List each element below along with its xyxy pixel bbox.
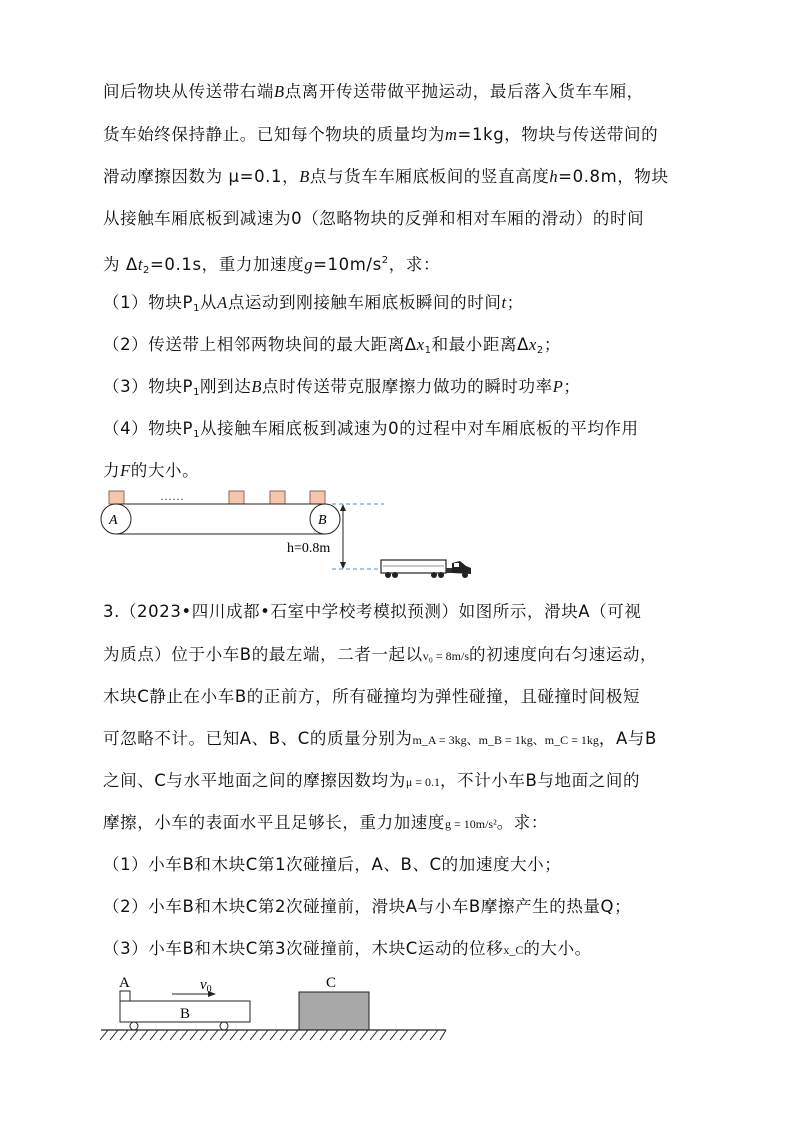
belt-box-4 (310, 491, 325, 504)
q3-line-2: 木块C静止在小车B的正前方，所有碰撞均为弹性碰撞，且碰撞时间极短 (103, 687, 641, 706)
q2-line-4: 从接触车厢底板到减速为0（忽略物块的反弹和相对车厢的滑动）的时间 (103, 209, 645, 228)
height-label: h=0.8m (287, 541, 331, 556)
q3-line-1: 为质点）位于小车B的最左端，二者一起以v₀ = 8m/s的初速度向右匀速运动， (103, 645, 658, 664)
q3-item-1: （1）小车B和木块C第1次碰撞后，A、B、C的加速度大小； (103, 855, 562, 874)
label-slider-a: A (119, 975, 130, 991)
q2-line-1: 间后物块从传送带右端B点离开传送带做平抛运动，最后落入货车车厢， (103, 82, 644, 101)
q2-item-3: （3）物块$P_1$刚到达B点时传送带克服摩擦力做功的瞬时功率P； (103, 377, 581, 398)
truck-icon (381, 560, 471, 578)
q3-line-3: 可忽略不计。已知A、B、C的质量分别为m_A = 3kg、m_B = 1kg、m_C = 1kg，A与B (103, 729, 657, 748)
belt-box-1 (109, 491, 124, 504)
conveyor-figure (94, 486, 484, 586)
q2-item-2: （2）传送带上相邻两物块间的最大距离$\Delta x_1$和最小距离$\Delta x_2$； (103, 335, 561, 356)
belt-box-3 (270, 491, 285, 504)
slider-a (120, 991, 130, 1001)
ground-hatching (100, 1030, 446, 1040)
cart-wheel-left (130, 1022, 138, 1030)
belt-box-2 (229, 491, 244, 504)
label-cart-b: B (180, 1006, 191, 1022)
block-c (299, 992, 369, 1030)
q2-line-2: 货车始终保持静止。已知每个物块的质量均为m=1kg，物块与传送带间的 (103, 125, 659, 144)
cart-wheel-right (220, 1022, 228, 1030)
q2-item-4: （4）物块$P_1$从接触车厢底板到减速为0的过程中对车厢底板的平均作用 (103, 419, 639, 440)
cart-figure (96, 968, 456, 1048)
q2-line-5: 为 $\Delta t_2=0.1s$，重力加速度$g=10m/s^2$，求： (103, 255, 441, 276)
label-b: B (318, 513, 327, 528)
q3-item-2: （2）小车B和木块C第2次碰撞前，滑块A与小车B摩擦产生的热量Q； (103, 897, 632, 916)
label-v0: $v_0$ (200, 977, 212, 995)
label-a: A (109, 513, 118, 528)
belt-dots: …… (160, 489, 184, 503)
q3-item-3: （3）小车B和木块C第3次碰撞前，木块C运动的位移x_C的大小。 (103, 939, 592, 958)
q3-header: 3.（2023•四川成都•石室中学校考模拟预测）如图所示，滑块A（可视 (103, 602, 642, 621)
q2-item-1: （1）物块$P_1$从A点运动到刚接触车厢底板瞬间的时间t； (103, 293, 524, 314)
q3-line-5: 摩擦，小车的表面水平且足够长，重力加速度g = 10m/s²。求： (103, 813, 549, 832)
label-block-c: C (326, 975, 337, 991)
q3-line-4: 之间、C与水平地面之间的摩擦因数均为μ = 0.1，不计小车B与地面之间的 (103, 771, 641, 790)
q2-line-3: 滑动摩擦因数为 μ=0.1，B点与货车车厢底板间的竖直高度h=0.8m，物块 (103, 167, 669, 186)
q2-item-4-cont: 力F的大小。 (103, 461, 200, 480)
